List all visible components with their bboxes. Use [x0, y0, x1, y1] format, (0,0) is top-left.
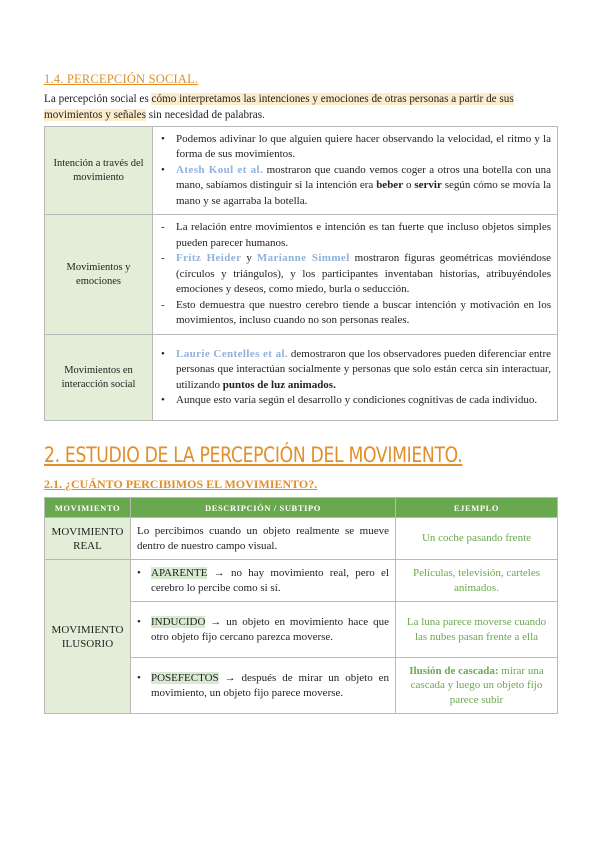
- table-row: [45, 560, 558, 602]
- term-highlight: INDUCIDO: [151, 616, 206, 628]
- row-example: Un coche pasando frente: [396, 518, 558, 560]
- list-item: • Atesh Koul et al. mostraron que cuando vemos coger a otros una botella con una mano, sabíamos distinguir si la intención era beber o servir según cómo se movía la mano y se agarraba la botella.: [161, 163, 552, 207]
- subsection-title: 2.1. ¿CUÁNTO PERCIBIMOS EL MOVIMIENTO?.: [44, 477, 318, 491]
- row-description: [131, 560, 396, 602]
- list-item: - La relación entre movimientos e intención es tan fuerte que incluso objetos simples pueden parecer humanos.: [161, 221, 551, 249]
- row-example: Películas, televisión, carteles animados.: [396, 560, 558, 602]
- header-movimiento: MOVIMIENTO: [45, 498, 131, 518]
- list-item: • Aunque esto varía según el desarrollo y condiciones cognitivas de cada individuo.: [161, 394, 538, 406]
- list-item: • Podemos adivinar lo que alguien quiere hacer observando la velocidad, el ritmo y la forma de sus movimientos.: [161, 132, 551, 161]
- row-label: Movimientos y emociones: [45, 215, 153, 335]
- row-content: [153, 335, 558, 421]
- row-content: [153, 215, 558, 335]
- row-example: La luna parece moverse cuando las nubes pasan frente a ella: [396, 602, 558, 658]
- term-highlight: POSEFECTOS: [151, 672, 219, 684]
- movement-perception-table: [44, 497, 558, 714]
- list-item: • POSEFECTOS → después de mirar un objeto en movimiento, un objeto fijo parece moverse.: [137, 672, 389, 699]
- table-row: [45, 215, 558, 335]
- author-name: Marianne Simmel: [256, 252, 350, 265]
- row-description: [131, 658, 396, 714]
- author-name: Fritz Heider: [176, 252, 242, 265]
- table-row: [45, 518, 558, 560]
- author-name: Atesh Koul et al.: [176, 163, 264, 176]
- list-item: - Fritz Heider y Marianne Simmel mostraron figuras geométricas moviéndose (círculos y triángulos), y los participantes inventaban historias, atribuyéndoles emociones y deseos, como miedo, burla o seducción.: [161, 252, 552, 296]
- section-title: 1.4. PERCEPCIÓN SOCIAL.: [44, 72, 199, 86]
- list-item: • Laurie Centelles et al. demostraron que los observadores pueden diferenciar entre personas que interactúan socialmente y personas que solo están cerca sin interactuar, utilizando puntos de luz animados.: [161, 347, 551, 391]
- intro-paragraph: La percepción social es cómo interpretamos las intenciones y emociones de otras personas a partir de sus movimientos y señales sin necesidad de palabras.: [44, 93, 514, 121]
- term-highlight: APARENTE: [151, 567, 208, 579]
- row-example: Ilusión de cascada: mirar una cascada y luego un objeto fijo parece subir: [396, 658, 558, 714]
- table-row: [45, 335, 558, 421]
- header-ejemplo: EJEMPLO: [396, 498, 558, 518]
- list-item: • APARENTE → no hay movimiento real, pero el cerebro lo percibe como si sí.: [137, 567, 389, 594]
- row-label: MOVIMIENTO REAL: [45, 518, 131, 560]
- row-label: Movimientos en interacción social: [45, 335, 153, 421]
- list-item: - Esto demuestra que nuestro cerebro tiende a buscar intención y motivación en los movimientos, incluso cuando no son personas reales.: [161, 298, 551, 327]
- row-content: [153, 127, 558, 215]
- table-row: [45, 127, 558, 215]
- author-name: Laurie Centelles et al.: [176, 347, 289, 360]
- row-description: [131, 602, 396, 658]
- social-perception-table: [44, 126, 558, 421]
- chapter-title: 2. ESTUDIO DE LA PERCEPCIÓN DEL MOVIMIENTO.: [44, 443, 463, 467]
- row-label: Intención a través del movimiento: [45, 127, 153, 215]
- header-descripcion: DESCRIPCIÓN / SUBTIPO: [131, 498, 396, 518]
- table-header-row: [45, 498, 558, 518]
- list-item: • INDUCIDO → un objeto en movimiento hace que otro objeto fijo cercano parezca moverse.: [137, 616, 389, 643]
- row-description: Lo percibimos cuando un objeto realmente se mueve dentro de nuestro campo visual.: [131, 518, 396, 560]
- intro-highlight: cómo interpretamos las intenciones y emociones de otras personas a partir de sus movimientos y señales: [44, 93, 514, 121]
- row-label: MOVIMIENTO ILUSORIO: [45, 560, 131, 714]
